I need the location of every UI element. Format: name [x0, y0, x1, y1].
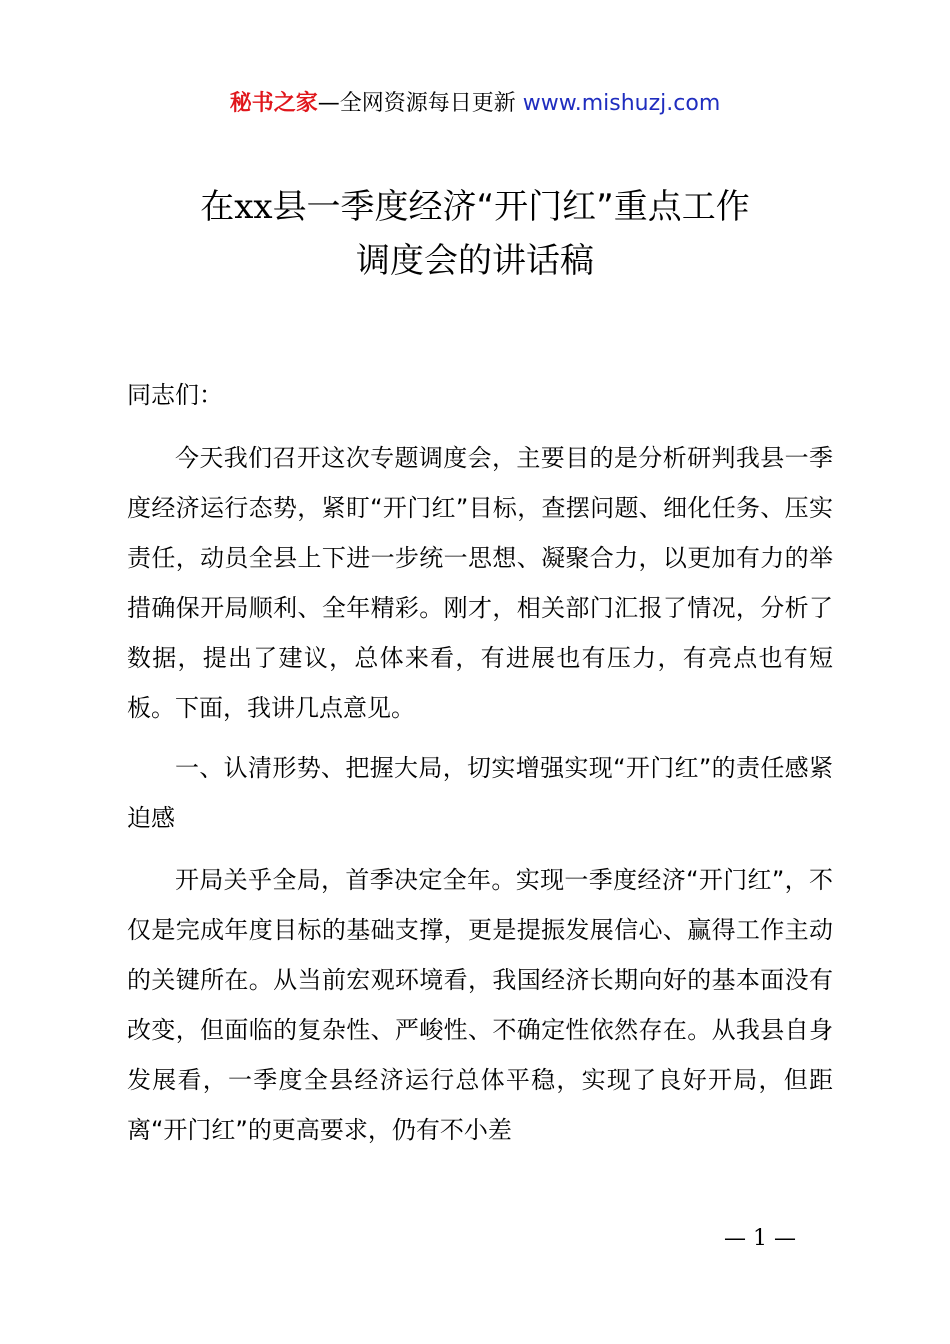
- brand-name: 秘书之家: [229, 91, 318, 116]
- site-url-link[interactable]: www.mishuzj.com: [522, 91, 721, 116]
- section-heading: 一、认清形势、把握大局，切实增强实现“开门红”的责任感紧迫感: [127, 754, 833, 832]
- title-line-2: 调度会的讲话稿: [356, 241, 594, 281]
- paragraph: 开局关乎全局，首季决定全年。实现一季度经济“开门红”，不仅是完成年度目标的基础支撑，更是提振发展信心、赢得工作主动的关键所在。从当前宏观环境看，我国经济长期向好的基本面没有改变，但面临的复杂性、严峻性、不确定性依然存在。从我县自身发展看，一季度全县经济运行总体平稳，实现了良好开局，但距离“开门红”的更高要求，仍有不小差: [127, 866, 833, 1144]
- title-prefix: 在: [200, 187, 235, 227]
- paragraph: 今天我们召开这次专题调度会，主要目的是分析研判我县一季度经济运行态势，紧盯“开门红”目标，查摆问题、细化任务、压实责任，动员全县上下进一步统一思想、凝聚合力，以更加有力的举措确保开局顺利、全年精彩。刚才，相关部门汇报了情况，分析了数据，提出了建议，总体来看，有进展也有压力，有亮点也有短板。下面，我讲几点意见。: [127, 444, 833, 722]
- greeting: 同志们：: [127, 381, 223, 409]
- page-number: — 1 —: [724, 1226, 796, 1251]
- document-body: [127, 370, 833, 1165]
- title-county-placeholder: xx: [234, 187, 273, 227]
- document-title: [0, 180, 950, 288]
- header-tagline: —全网资源每日更新: [317, 91, 523, 116]
- title-suffix: 县一季度经济“开门红”重点工作: [272, 187, 750, 227]
- title-line-1: [0, 180, 950, 234]
- site-header: [0, 88, 950, 120]
